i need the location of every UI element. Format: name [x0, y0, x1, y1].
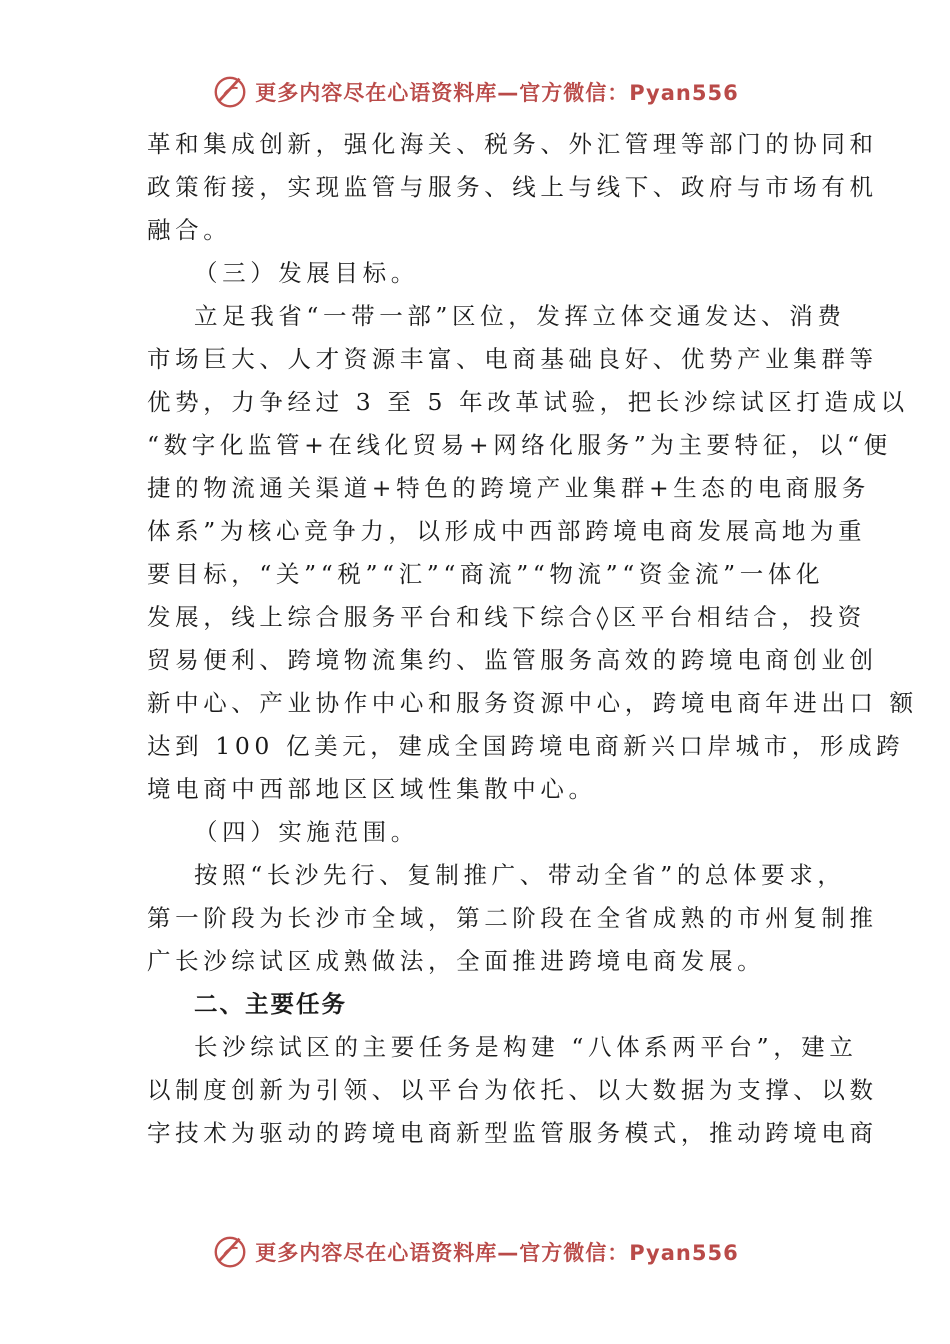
- text-line: 第一阶段为长沙市全域，第二阶段在全省成熟的市州复制推: [147, 904, 878, 932]
- subheading-scope: （四）实施范围。: [194, 818, 419, 846]
- heading-main-tasks: 二、主要任务: [194, 990, 347, 1018]
- text-line: 融合。: [147, 216, 232, 244]
- section-heading: [147, 811, 807, 854]
- text-line: 达到 100 亿美元，建成全国跨境电商新兴口岸城市，形成跨: [147, 732, 905, 760]
- text-line: 要目标，“关”“税”“汇”“商流”“物流”“资金流”一体化: [147, 560, 825, 588]
- text-line: 革和集成创新，强化海关、税务、外汇管理等部门的协同和: [147, 130, 878, 158]
- watermark-text: 更多内容尽在心语资料库—官方微信：Pyan556: [255, 1241, 739, 1265]
- text-line: 境电商中西部地区区域性集散中心。: [147, 775, 597, 803]
- text-line: 贸易便利、跨境物流集约、监管服务高效的跨境电商创业创: [147, 646, 878, 674]
- text-line: 广长沙综试区成熟做法，全面推进跨境电商发展。: [147, 947, 766, 975]
- section-heading: [147, 983, 807, 1026]
- text-line: 捷的物流通关渠道+特色的跨境产业集群+生态的电商服务: [147, 474, 870, 502]
- watermark-text: 更多内容尽在心语资料库—官方微信：Pyan556: [255, 81, 739, 105]
- text-line: 按照“长沙先行、复制推广、带动全省”的总体要求，: [194, 861, 846, 889]
- text-line: “数字化监管+在线化贸易+网络化服务”为主要特征，以“便: [147, 431, 892, 459]
- section-heading: [147, 252, 807, 295]
- paragraph: [147, 295, 918, 811]
- text-line: 以制度创新为引领、以平台为依托、以大数据为支撑、以数: [147, 1076, 878, 1104]
- paragraph: [147, 1026, 878, 1155]
- paragraph: [147, 123, 878, 252]
- text-line: 长沙综试区的主要任务是构建 “八体系两平台”，建立: [194, 1033, 858, 1061]
- text-line: 新中心、产业协作中心和服务资源中心，跨境电商年进出口 额: [147, 689, 918, 717]
- text-line: 政策衔接，实现监管与服务、线上与线下、政府与市场有机: [147, 173, 878, 201]
- watermark-top: [0, 72, 950, 112]
- text-line: 立足我省“一带一部”区位，发挥立体交通发达、消费: [194, 302, 846, 330]
- text-line: 发展，线上综合服务平台和线下综合◊区平台相结合，投资: [147, 603, 866, 631]
- text-line: 优势，力争经过 3 至 5 年改革试验，把长沙综试区打造成以: [147, 388, 909, 416]
- text-line: 市场巨大、人才资源丰富、电商基础良好、优势产业集群等: [147, 345, 878, 373]
- document-body: [147, 123, 918, 1155]
- text-line: 字技术为驱动的跨境电商新型监管服务模式，推动跨境电商: [147, 1119, 878, 1147]
- watermark-bottom: [0, 1232, 950, 1272]
- paragraph: [147, 854, 878, 983]
- text-line: 体系”为核心竞争力，以形成中西部跨境电商发展高地为重: [147, 517, 867, 545]
- logo-icon: [211, 1233, 249, 1271]
- logo-icon: [211, 73, 249, 111]
- subheading-goals: （三）发展目标。: [194, 259, 419, 287]
